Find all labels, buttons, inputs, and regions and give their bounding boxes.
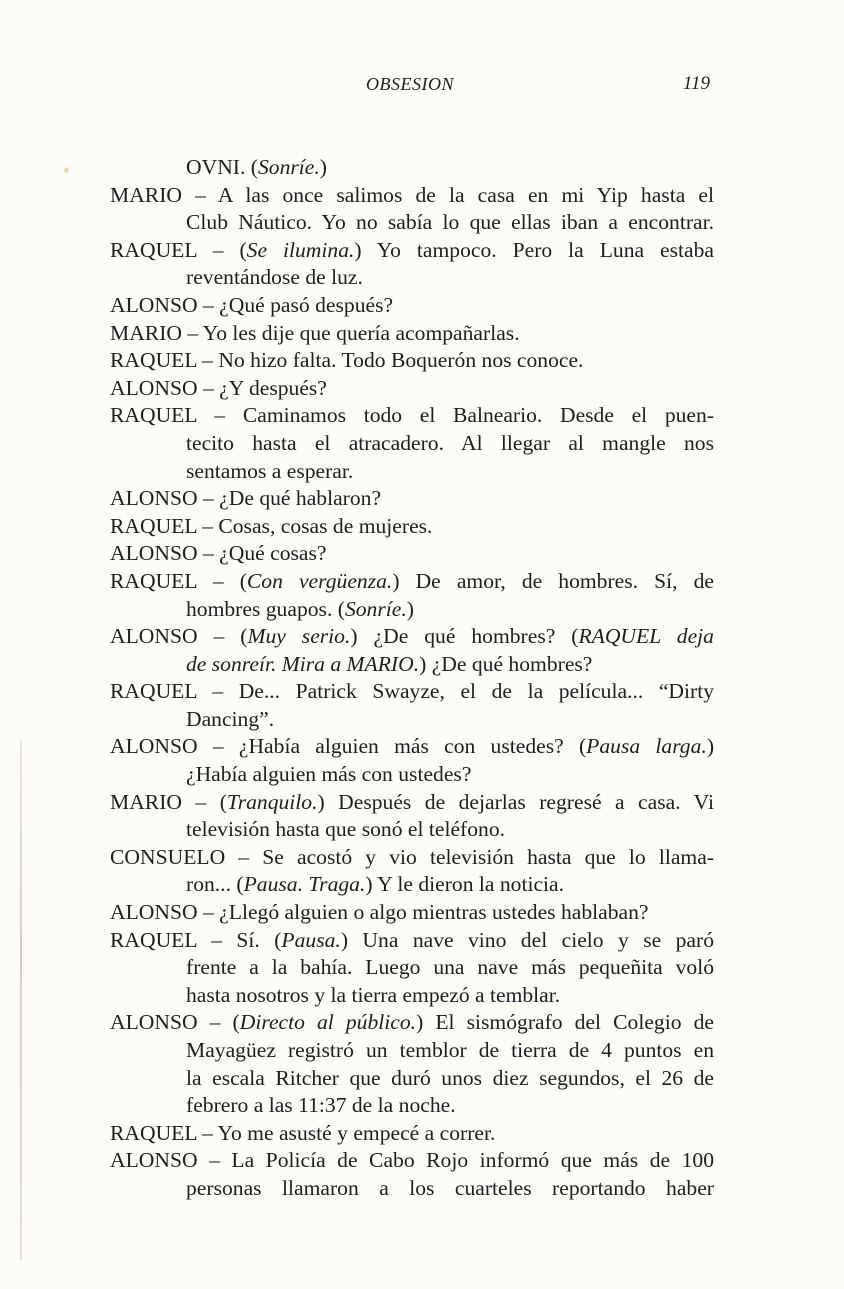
dialogue-line: MARIO – (Tranquilo.) Después de dejarlas regresé a casa. Vi — [110, 789, 714, 814]
dialogue-line: ¿Había alguien más con ustedes? — [186, 762, 472, 787]
dialogue-line: ALONSO – ¿Había alguien más con ustedes? (Pausa larga.) — [110, 734, 715, 759]
stage-direction: Con vergüenza. — [246, 568, 393, 593]
stage-direction: Tranquilo. — [226, 789, 318, 814]
dialogue-line: Mayagüez registró un temblor de tierra de 4 puntos en — [186, 1038, 714, 1062]
dialogue-line: RAQUEL – (Con vergüenza.) De amor, de hombres. Sí, de — [110, 568, 714, 593]
dialogue-line: RAQUEL – (Se ilumina.) Yo tampoco. Pero la Luna estaba — [110, 237, 714, 262]
dialogue-line: hombres guapos. (Sonríe.) — [186, 596, 414, 621]
stage-direction: Pausa larga. — [586, 734, 707, 759]
dialogue-line: ALONSO – La Policía de Cabo Rojo informó que más de 100 — [110, 1148, 714, 1173]
page-number: 119 — [682, 73, 710, 94]
dialogue-line: tecito hasta el atracadero. Al llegar al mangle nos — [186, 430, 714, 455]
dialogue-line: ALONSO – (Muy serio.) ¿De qué hombres? (RAQUEL deja — [110, 624, 714, 649]
dialogue-line: Dancing”. — [186, 706, 275, 731]
running-header-title: OBSESION — [366, 74, 454, 94]
stage-direction: RAQUEL deja — [578, 624, 714, 649]
play-dialogue — [110, 154, 714, 1203]
paper-speck — [64, 168, 69, 173]
dialogue-line: MARIO – A las once salimos de la casa en mi Yip hasta el — [110, 182, 714, 207]
stage-direction: Sonríe. — [344, 596, 407, 621]
stage-direction: de sonreír. Mira a MARIO. — [186, 651, 420, 676]
stage-direction: Pausa. — [281, 927, 341, 952]
dialogue-line: ALONSO – ¿De qué hablaron? — [110, 486, 382, 511]
dialogue-line: RAQUEL – Caminamos todo el Balneario. Desde el puen- — [110, 403, 714, 428]
dialogue-line: RAQUEL – Sí. (Pausa.) Una nave vino del cielo y se paró — [110, 927, 714, 952]
dialogue-line: OVNI. (Sonríe.) — [186, 155, 327, 179]
dialogue-line: reventándose de luz. — [186, 265, 363, 290]
dialogue-line: MARIO – Yo les dije que quería acompañarlas. — [110, 320, 520, 345]
binding-shadow — [20, 740, 22, 1260]
dialogue-line: RAQUEL – No hizo falta. Todo Boquerón nos conoce. — [110, 348, 584, 373]
dialogue-line: frente a la bahía. Luego una nave más pequeñita voló — [186, 955, 714, 980]
stage-direction: Directo al público. — [239, 1010, 417, 1035]
stage-direction: Pausa. Traga. — [243, 872, 366, 897]
dialogue-line: Club Náutico. Yo no sabía lo que ellas iban a encontrar. — [186, 210, 714, 235]
dialogue-line: RAQUEL – Cosas, cosas de mujeres. — [110, 513, 433, 538]
dialogue-line: ALONSO – ¿Qué cosas? — [110, 541, 327, 566]
dialogue-line: televisión hasta que sonó el teléfono. — [186, 817, 506, 842]
stage-direction: Muy serio. — [247, 624, 351, 649]
dialogue-line: ALONSO – ¿Qué pasó después? — [110, 292, 394, 317]
dialogue-line: de sonreír. Mira a MARIO.) ¿De qué hombres? — [186, 651, 593, 676]
dialogue-line: la escala Ritcher que duró unos diez segundos, el 26 de — [186, 1065, 714, 1090]
dialogue-line: ALONSO – ¿Llegó alguien o algo mientras ustedes hablaban? — [110, 900, 649, 925]
dialogue-line: ron... (Pausa. Traga.) Y le dieron la noticia. — [186, 872, 565, 897]
dialogue-line: CONSUELO – Se acostó y vio televisión hasta que lo llama- — [110, 844, 714, 869]
dialogue-line: febrero a las 11:37 de la noche. — [186, 1093, 456, 1118]
stage-direction: Sonríe. — [257, 155, 320, 179]
dialogue-line: ALONSO – (Directo al público.) El sismógrafo del Colegio de — [110, 1010, 714, 1035]
dialogue-line: ALONSO – ¿Y después? — [110, 375, 327, 400]
stage-direction: Se ilumina. — [246, 237, 355, 262]
dialogue-line: sentamos a esperar. — [186, 458, 354, 483]
dialogue-line: personas llamaron a los cuarteles reportando haber — [186, 1175, 714, 1200]
dialogue-line: RAQUEL – Yo me asusté y empecé a correr. — [110, 1120, 496, 1145]
dialogue-line: hasta nosotros y la tierra empezó a temblar. — [186, 982, 561, 1007]
dialogue-line: RAQUEL – De... Patrick Swayze, el de la película... “Dirty — [110, 679, 714, 704]
